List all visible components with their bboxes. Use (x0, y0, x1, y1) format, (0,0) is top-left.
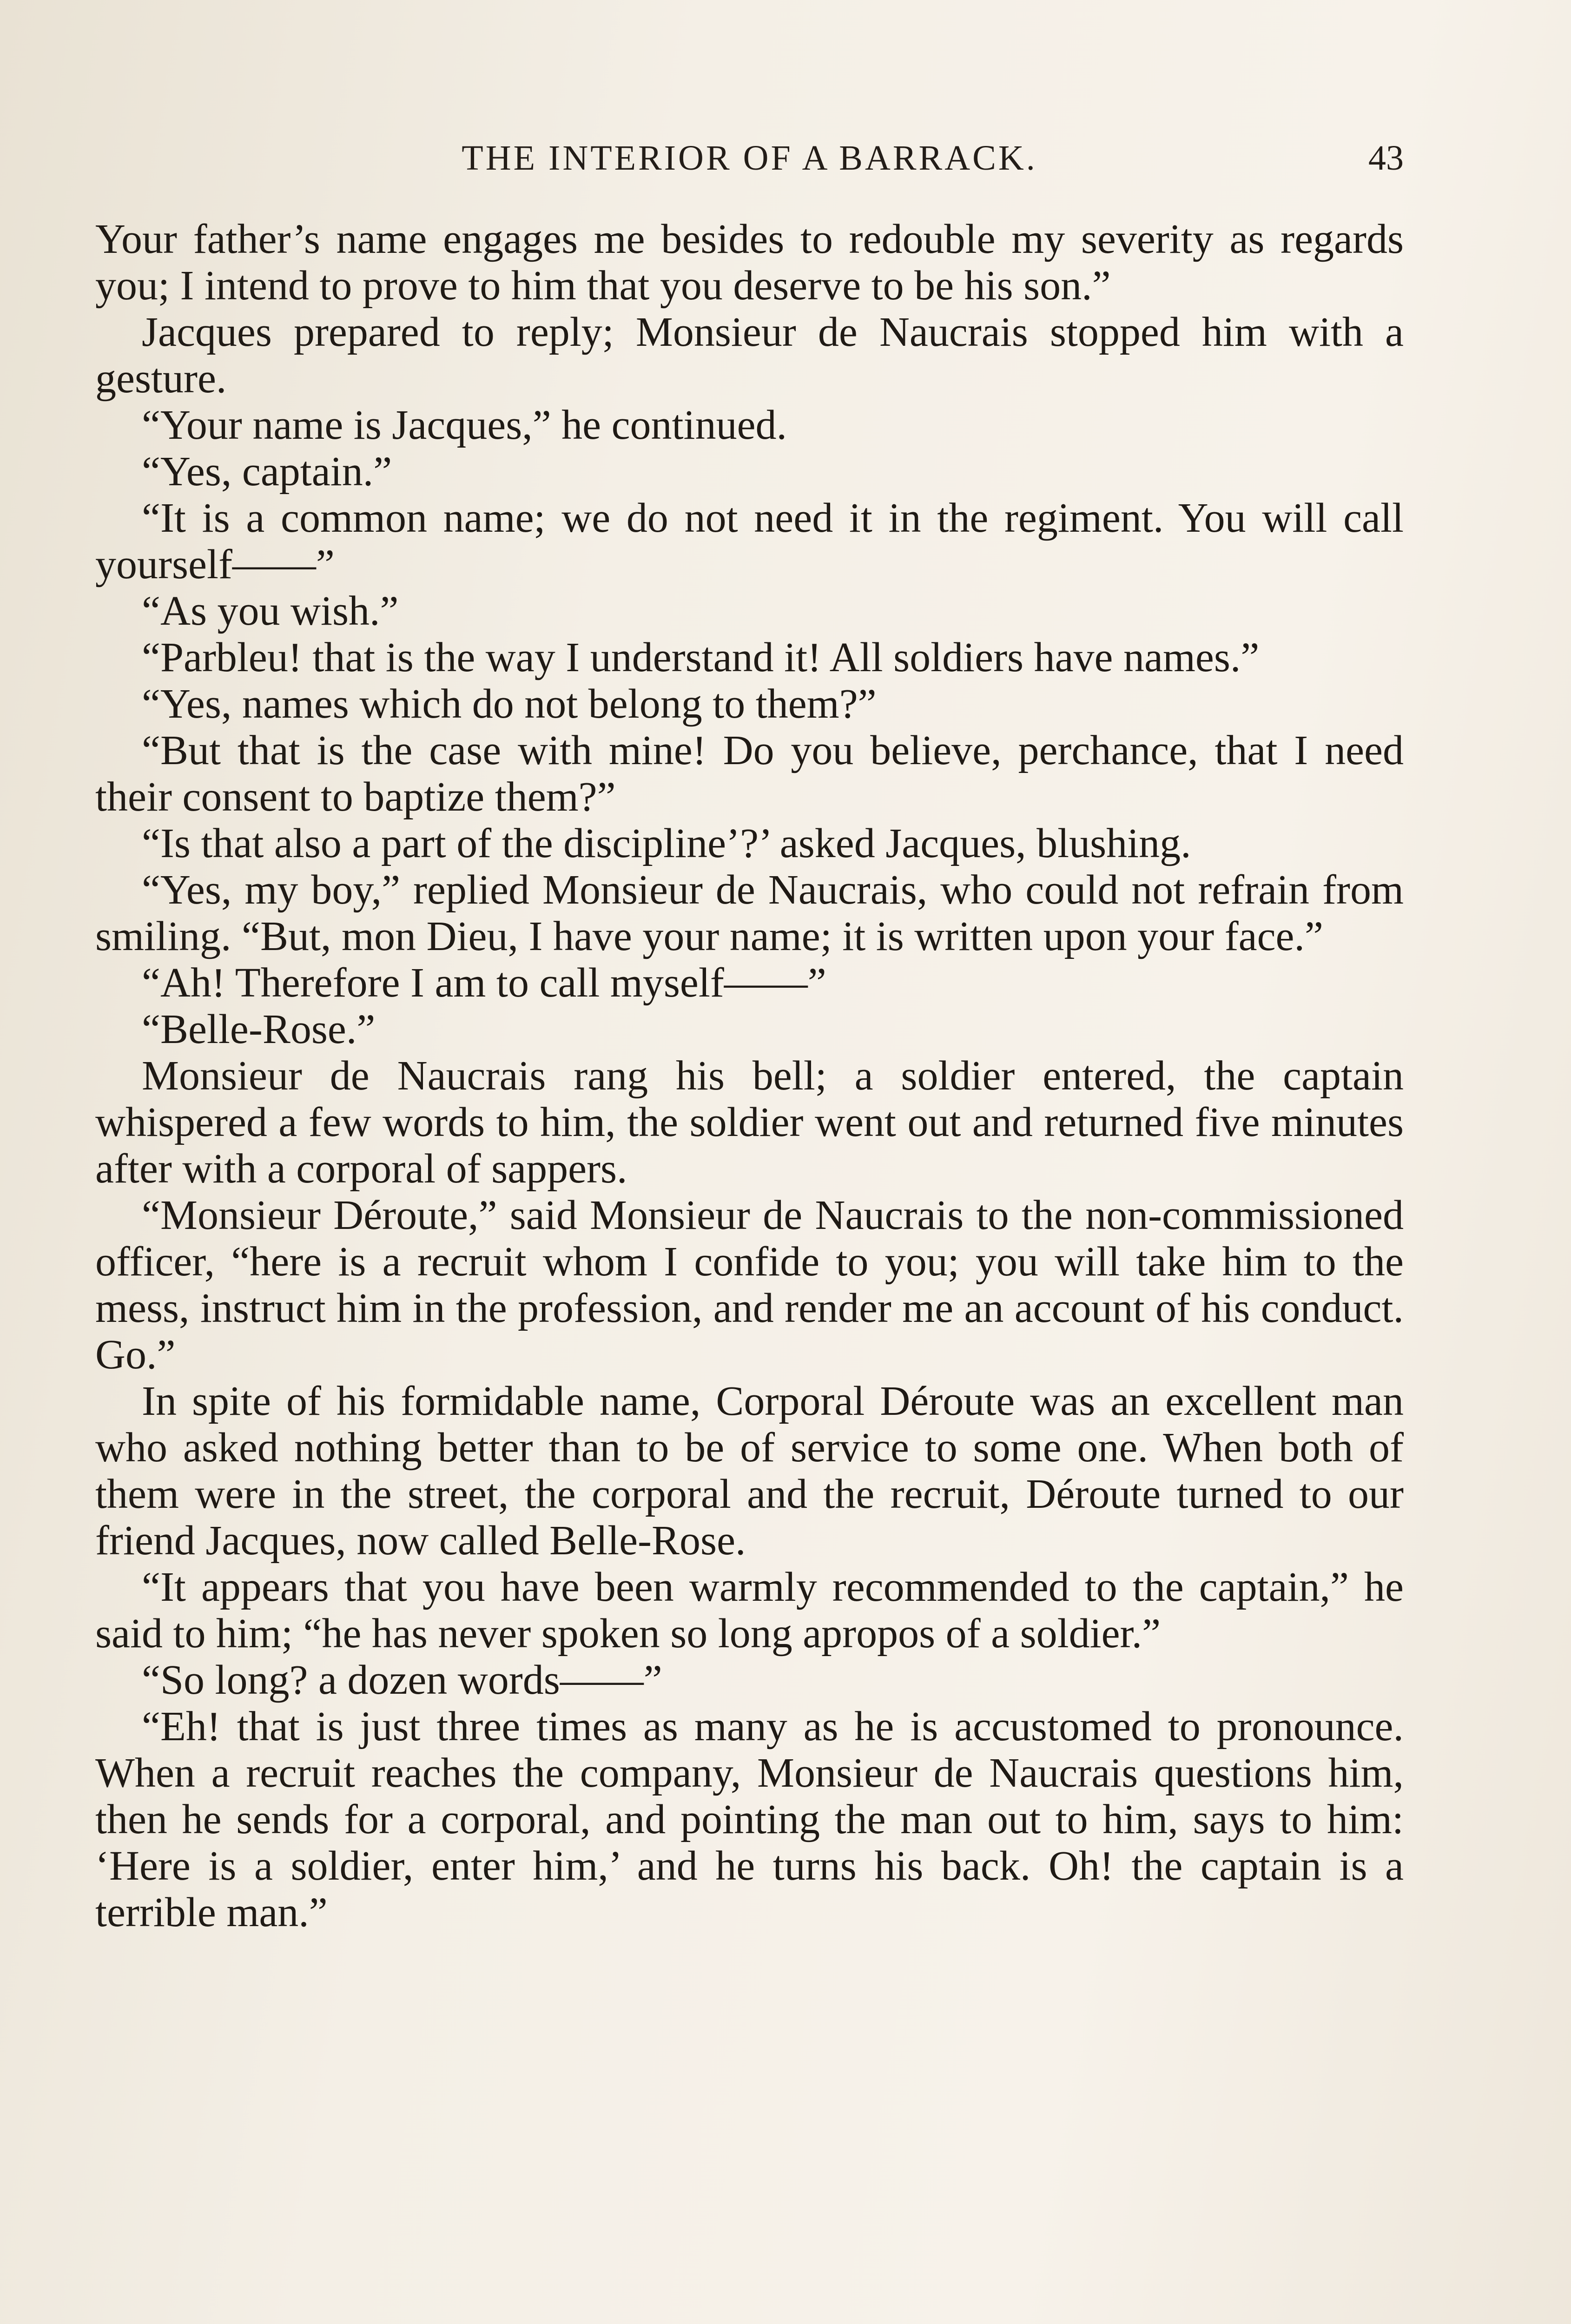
running-title: THE INTERIOR OF A BARRACK. (462, 139, 1037, 178)
running-head (95, 132, 1404, 184)
paragraph: “As you wish.” (142, 588, 399, 634)
paragraph: “Yes, captain.” (142, 449, 392, 495)
paragraph: “Yes, my boy,” replied Monsieur de Naucrais, who could not refrain from smiling. “But, mon Dieu, I have your name; it is written upon your face.” (95, 867, 1404, 959)
paragraph: “It appears that you have been warmly recommended to the captain,” he said to him; “he has never spoken so long apropos of a soldier.” (95, 1564, 1404, 1657)
paragraph: “Yes, names which do not belong to them?” (142, 681, 877, 727)
paragraph: In spite of his formidable name, Corporal Déroute was an excellent man who asked nothing better than to be of service to some one. When both of them were in the street, the corporal and the recruit, Déroute turned to our friend Jacques, now called Belle-Rose. (95, 1378, 1404, 1564)
paragraph: “Your name is Jacques,” he continued. (142, 402, 787, 448)
paragraph: “But that is the case with mine! Do you believe, perchance, that I need their consent to baptize them?” (95, 727, 1404, 820)
body-text (95, 216, 1404, 1936)
paragraph: “It is a common name; we do not need it in the regiment. You will call yourself——” (95, 495, 1404, 588)
page-number: 43 (1368, 139, 1404, 178)
paragraph: “Ah! Therefore I am to call myself——” (142, 960, 826, 1006)
paragraph: “Is that also a part of the discipline’?’ asked Jacques, blushing. (142, 820, 1191, 866)
paragraph: Jacques prepared to reply; Monsieur de Naucrais stopped him with a gesture. (95, 309, 1404, 402)
paragraph: Monsieur de Naucrais rang his bell; a soldier entered, the captain whispered a few words to him, the soldier went out and returned five minutes after with a corporal of sappers. (95, 1053, 1404, 1192)
paragraph: “So long? a dozen words——” (142, 1657, 662, 1703)
paragraph: “Eh! that is just three times as many as he is accustomed to pronounce. When a recruit reaches the company, Monsieur de Naucrais questions him, then he sends for a corporal, and pointing the man out to him, says to him: ‘Here is a soldier, enter him,’ and he turns his back. Oh! the captain is a terrible man.” (95, 1703, 1404, 1935)
paragraph: “Monsieur Déroute,” said Monsieur de Naucrais to the non-commissioned officer, “here is a recruit whom I confide to you; you will take him to the mess, instruct him in the profession, and render me an account of his conduct. Go.” (95, 1192, 1404, 1378)
paragraph: “Parbleu! that is the way I understand it! All soldiers have names.” (142, 634, 1260, 680)
paragraph: “Belle-Rose.” (142, 1006, 376, 1052)
paragraph: Your father’s name engages me besides to redouble my severity as regards you; I intend to prove to him that you deserve to be his son.” (95, 216, 1404, 309)
